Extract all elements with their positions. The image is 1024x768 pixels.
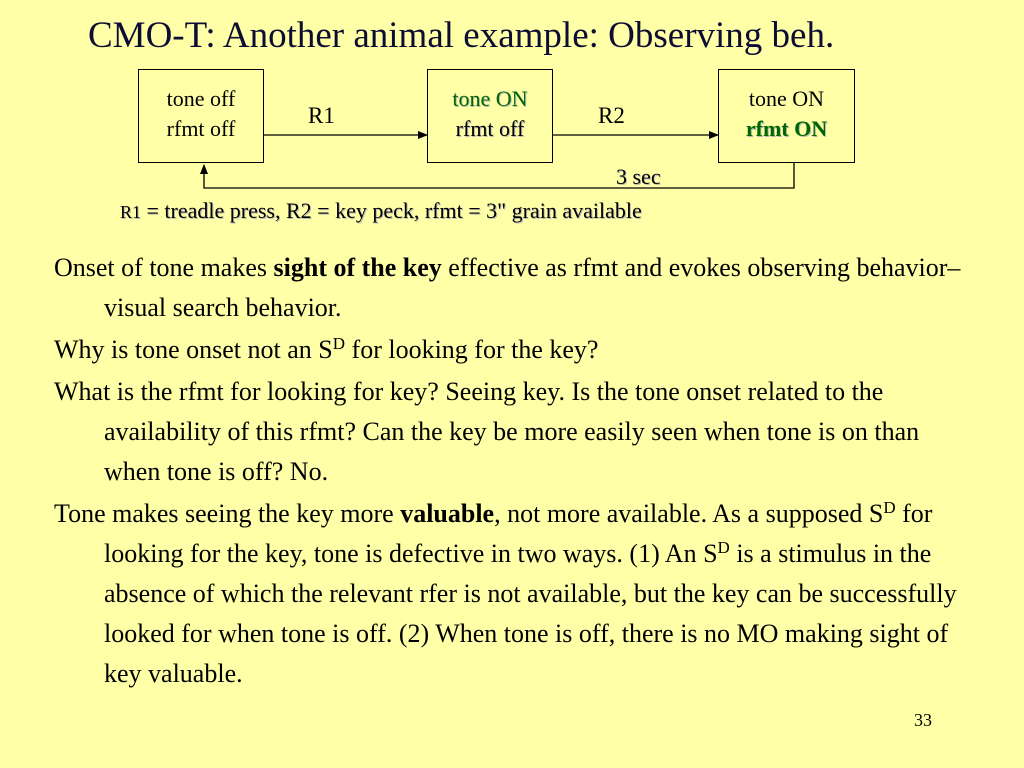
- r1-label: R1: [308, 103, 335, 128]
- p1-text-b: effective as rfmt and evokes observing behavior–visual search behavior.: [104, 253, 961, 322]
- p2-text-b: for looking for the key?: [345, 335, 599, 364]
- state-box-tone-on-rfmt-off: [427, 69, 553, 163]
- p2-sup: D: [332, 334, 346, 353]
- p4-sup-1: D: [883, 498, 896, 517]
- box3-line1: tone ON: [748, 86, 825, 111]
- p4-text-b: , not more available. As a supposed S: [494, 499, 884, 528]
- p1-bold: sight of the key: [273, 253, 442, 282]
- paragraph-3: What is the rfmt for looking for key? Seeing key. Is the tone onset related to the availability of this rfmt? Can the key be more easily seen when tone is on than when tone is off? No.: [54, 377, 920, 486]
- slide-title: CMO-T: Another animal example: Observing beh.: [88, 15, 835, 56]
- paragraph-2: [54, 330, 974, 370]
- box1-line2: rfmt off: [166, 116, 236, 141]
- r2-label: R2: [598, 103, 625, 128]
- slide-body: [54, 248, 974, 696]
- arrow-return: [204, 163, 794, 188]
- diagram-legend: [120, 198, 642, 224]
- box1-line1: tone off: [166, 86, 236, 111]
- p1-text-a: Onset of tone makes: [54, 253, 274, 282]
- paragraph-4: [54, 494, 974, 694]
- state-box-tone-on-rfmt-on: [718, 69, 855, 163]
- paragraph-1: [54, 248, 974, 328]
- delay-label: 3 sec: [616, 164, 661, 189]
- state-box-tone-off-rfmt-off: [138, 69, 264, 163]
- box2-line1: tone ON: [452, 86, 528, 111]
- p4-bold: valuable: [400, 499, 495, 528]
- p4-text-d: is a stimulus in the absence of which the relevant rfer is not available, but the key can be successfully looked for when tone is off. (2) When tone is off, there is no MO making sight of key valuable.: [104, 539, 957, 688]
- legend-r1: R1: [120, 202, 142, 222]
- box3-line2: rfmt ON: [745, 116, 828, 141]
- p4-sup-2: D: [717, 538, 730, 557]
- box2-line2: rfmt off: [455, 116, 525, 141]
- p4-text-a: Tone makes seeing the key more: [54, 499, 401, 528]
- p4-text-c: for looking for the key, tone is defective in two ways. (1) An S: [104, 499, 933, 568]
- p2-text-a: Why is tone onset not an S: [54, 335, 333, 364]
- legend-text: = treadle press, R2 = key peck, rfmt = 3" grain available: [141, 198, 642, 223]
- page-number: 33: [914, 710, 932, 730]
